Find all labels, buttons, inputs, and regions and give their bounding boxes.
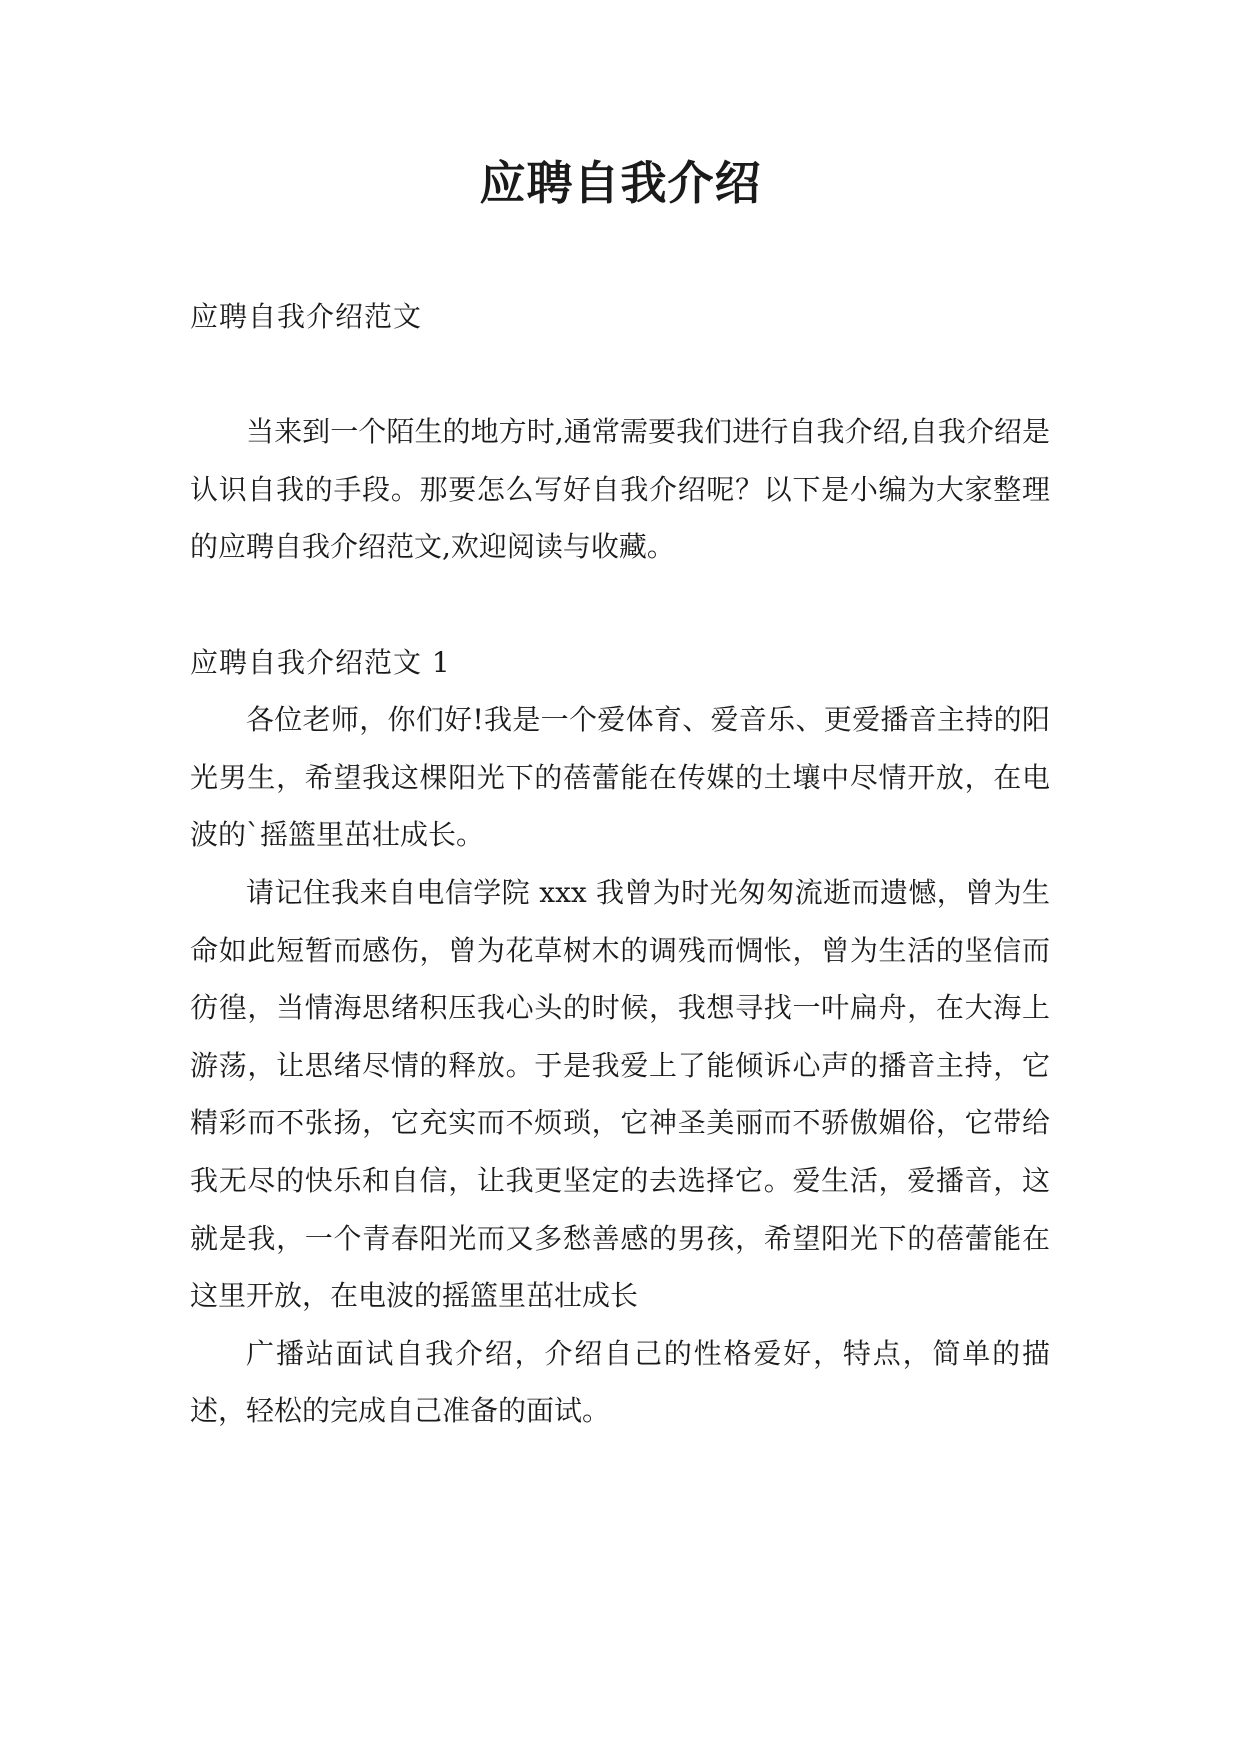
document-subtitle: 应聘自我介绍范文 bbox=[190, 300, 423, 333]
document-title: 应聘自我介绍 bbox=[479, 156, 762, 210]
section-heading: 应聘自我介绍范文 1 bbox=[190, 645, 451, 679]
body-paragraph-3: 广播站面试自我介绍，介绍自己的性格爱好，特点，简单的描述，轻松的完成自己准备的面试。 bbox=[190, 1336, 1050, 1428]
intro-paragraph: 当来到一个陌生的地方时,通常需要我们进行自我介绍,自我介绍是认识自我的手段。那要怎么写好自我介绍呢？以下是小编为大家整理的应聘自我介绍范文,欢迎阅读与收藏。 bbox=[190, 415, 1050, 564]
document-body bbox=[190, 288, 1050, 1440]
body-paragraph-2: 请记住我来自电信学院 xxx 我曾为时光匆匆流逝而遗憾，曾为生命如此短暂而感伤，曾为花草树木的调残而惆怅，曾为生活的坚信而彷徨，当情海思绪积压我心头的时候，我想寻找一叶扁舟，在大海上游荡，让思绪尽情的释放。于是我爱上了能倾诉心声的播音主持，它精彩而不张扬，它充实而不烦琐，它神圣美丽而不骄傲媚俗，它带给我无尽的快乐和自信，让我更坚定的去选择它。爱生活，爱播音，这就是我，一个青春阳光而又多愁善感的男孩，希望阳光下的蓓蕾能在这里开放，在电波的摇篮里茁壮成长 bbox=[190, 875, 1050, 1313]
body-paragraph-1: 各位老师，你们好!我是一个爱体育、爱音乐、更爱播音主持的阳光男生，希望我这棵阳光下的蓓蕾能在传媒的土壤中尽情开放，在电波的`摇篮里茁壮成长。 bbox=[190, 703, 1050, 852]
